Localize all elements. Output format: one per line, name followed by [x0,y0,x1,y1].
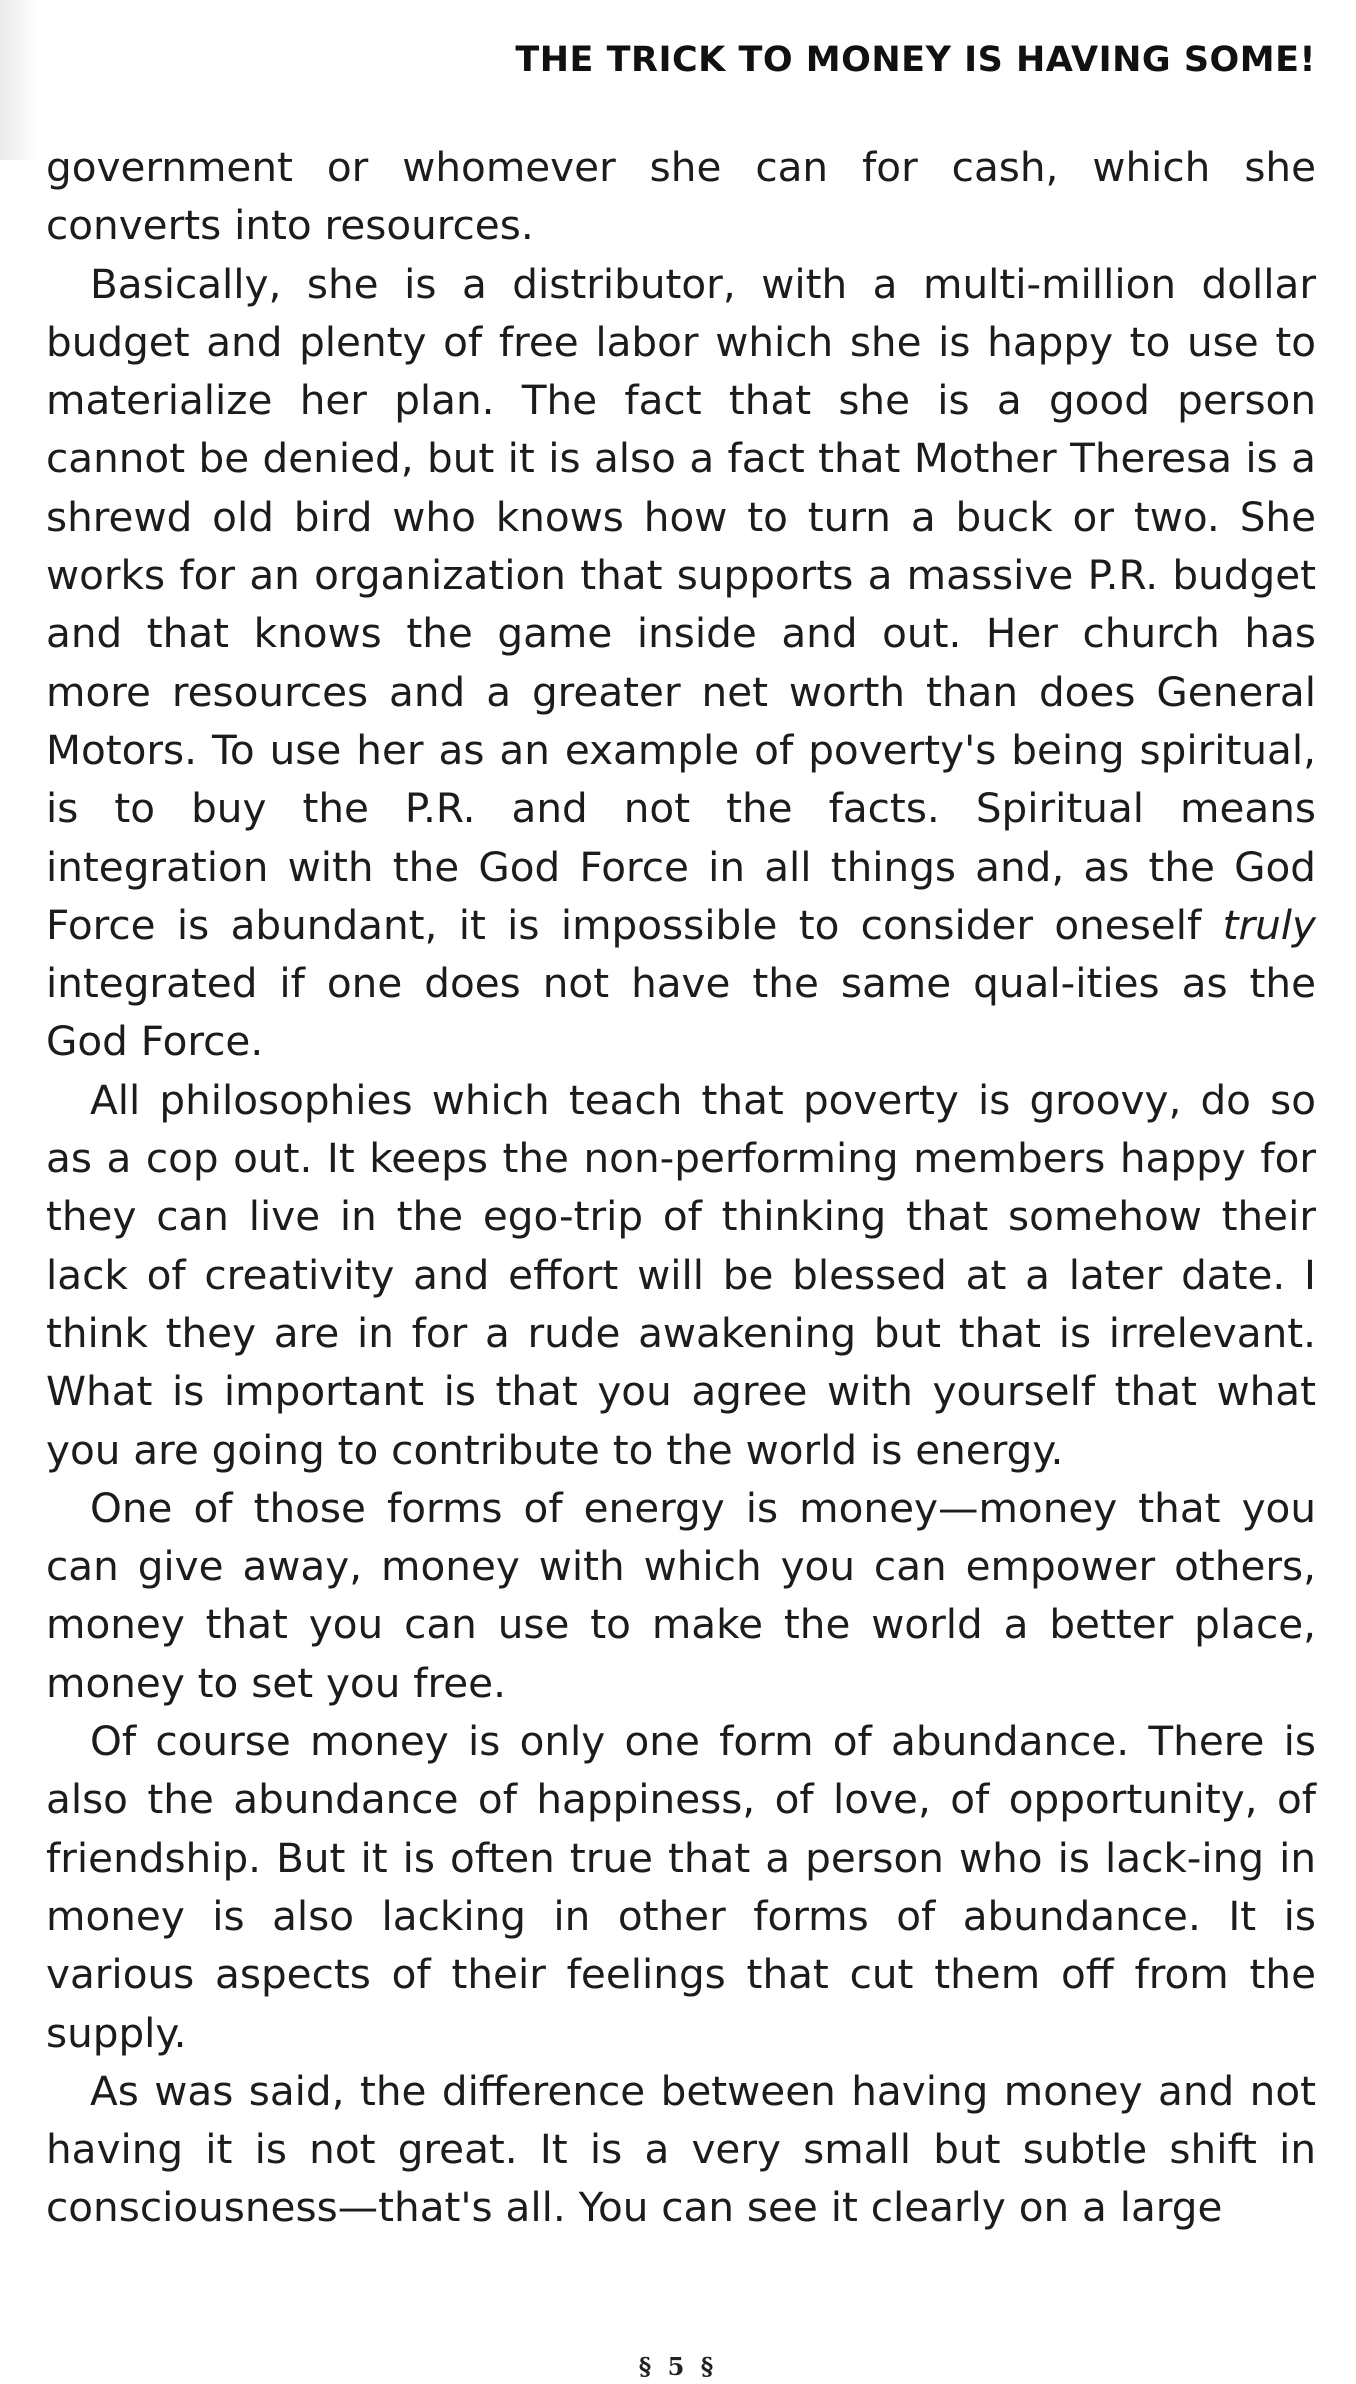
paragraph [46,1479,1316,1712]
body-text [46,138,1316,2237]
paragraph [46,1712,1316,2062]
paragraph-text: As was said, the difference between having money and not having it is not great. It is a very small but subtle shift in consciousness—that's all. You can see it clearly on a large [46,2066,1316,2232]
paragraph [46,138,1316,255]
paragraph-text: All philosophies which teach that poverty is groovy, do so as a cop out. It keeps the non-performing members happy for they can live in the ego-trip of thinking that somehow their lack of creativity and effort will be blessed at a later date. I think they are in for a rude awakening but that is irrelevant. What is important is that you agree with yourself that what you are going to contribute to the world is energy. [46,1075,1316,1474]
paragraph-text: One of those forms of energy is money—money that you can give away, money with which you can empower others, money that you can use to make the world a better place, money to set you free. [46,1483,1316,1707]
page-folio: § 5 § [638,2352,718,2381]
paragraph [46,1071,1316,1479]
scan-edge-shadow [0,0,40,160]
paragraph-text: Basically, she is a distributor, with a multi-million dollar budget and plenty of free labor which she is happy to use to materialize her plan. The fact that she is a good person cannot be denied, but it is also a fact that Mother Theresa is a shrewd old bird who knows how to turn a buck or two. She works for an organization that supports a massive P.R. budget and that knows the game inside and out. Her church has more resources and a greater net worth than does General Motors. To use her as an example of poverty's being spiritual, is to buy the P.R. and not the facts. Spiritual means integration with the God Force in all things and, as the God Force is abundant, it is impossible to consider oneself [46,259,1316,949]
paragraph-text: integrated if one does not have the same qual-ities as the God Force. [46,959,1316,1066]
paragraph-text: Of course money is only one form of abundance. There is also the abundance of happiness, of love, of opportunity, of friendship. But it is often true that a person who is lack-ing in money is also lacking in other forms of abundance. It is various aspects of their feelings that cut them off from the supply. [46,1717,1316,2057]
paragraph [46,2062,1316,2237]
running-head: THE TRICK TO MONEY IS HAVING SOME! [515,40,1316,80]
paragraph [46,255,1316,1071]
italic-text: truly [1222,900,1316,949]
paragraph-text: government or whomever she can for cash, which she converts into resources. [46,143,1316,250]
